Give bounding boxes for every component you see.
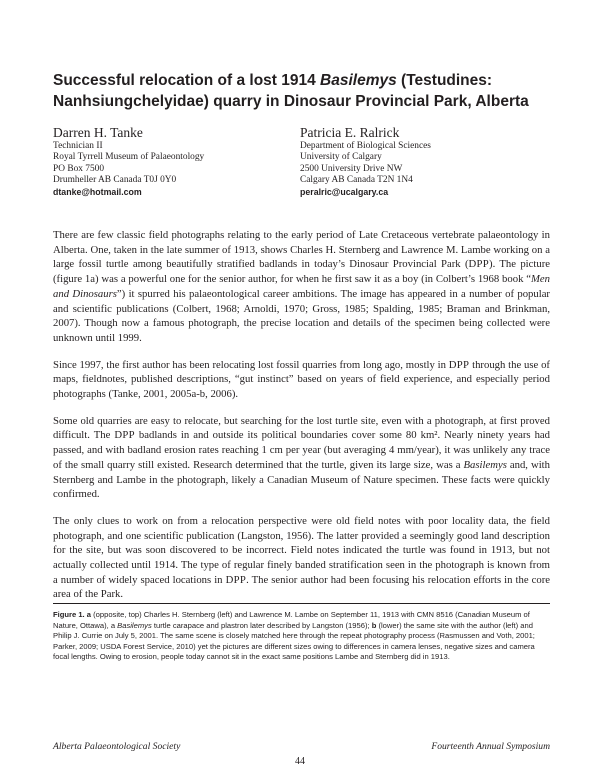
author-affiliation-line: PO Box 7500	[53, 163, 105, 174]
dpp-abbr: DPP	[468, 258, 490, 271]
dpp-abbr: DPP	[448, 358, 470, 371]
paragraph-2: Since 1997, the first author has been relocating lost fossil quarries from long ago, mostly in DPP through the use of maps, fieldnotes, published descriptions, “gut instinct” based on years of field experience, and especially period photographs (Tanke, 2001, 2005a-b, 2006).	[53, 358, 550, 401]
footer-society: Alberta Palaeontological Society	[53, 741, 181, 752]
dpp-abbr: DPP	[114, 429, 135, 442]
caption-panel-b-label: b	[371, 620, 377, 630]
caption-genus: Basilemys	[117, 620, 152, 630]
paper-title: Successful relocation of a lost 1914 Basilemys (Testudines: Nanhsiungchelyidae) quarry in Dinosaur Provincial Park, Alberta	[53, 72, 529, 110]
author-affiliation-line: 2500 University Drive NW	[300, 163, 403, 174]
author-block-tanke	[53, 124, 283, 198]
author-affiliation-line: Technician II	[53, 141, 103, 151]
paragraph-3: Some old quarries are easy to relocate, but searching for the lost turtle site, even with a photograph, at first proved difficult. The DPP badlands in and outside its political boundaries cover some 80 km². Nearly ninety years had passed, and with badland erosion rates reaching 1 cm per year (but averaging 4 mm/year), it was unlikely any trace of the small quarry still existed. Research determined that the turtle, given its large size, was a Basilemys and, with Sternberg and Lambe in the photograph, likely a Canadian Museum of Nature specimen. These facts were quickly confirmed.	[53, 414, 551, 501]
dpp-abbr: DPP	[225, 573, 247, 586]
caption-panel-a-label: a	[86, 610, 92, 619]
figure-caption: Figure 1. a (opposite, top) Charles H. Sternberg (left) and Lawrence M. Lambe on September 11, 1913 with CMN 8516 (Canadian Museum of Nature, Ottawa), a Basilemys turtle carapace and plastron later described by Langston (1956); b (lower) the same site with the author (left) and Philip J. Currie on July 5, 2001. The same scene is closely matched here through the repeat photography process (Rasmussen and Voth, 2001; Parker, 2009; USDA Forest Service, 2010) yet the pictures are different sizes owing to differences in camera lenses, negative sizes and camera focal lengths. Owing to erosion, people today cannot sit in the exact same positions Lambe and Sternberg did in 1913.	[53, 603, 550, 663]
book-title: Men and Dinosaurs	[53, 273, 550, 300]
author-affiliation-line: Calgary AB Canada T2N 1N4	[300, 175, 413, 186]
author-name: Darren H. Tanke	[53, 125, 143, 140]
author-block-ralrick	[300, 124, 560, 198]
page-number: 44	[295, 756, 305, 767]
author-email[interactable]: peralric@ucalgary.ca	[300, 186, 389, 197]
author-affiliation-line: Drumheller AB Canada T0J 0Y0	[53, 175, 177, 186]
footer-symposium: Fourteenth Annual Symposium	[431, 741, 550, 752]
author-affiliation-line: Royal Tyrrell Museum of Palaeontology	[53, 152, 205, 163]
caption-label: Figure 1.	[53, 610, 85, 619]
paragraph-1: There are few classic field photographs relating to the early period of Late Cretaceous vertebrate palaeontology in Alberta. One, taken in the late summer of 1913, shows Charles H. Sternberg and Lawrence M. Lambe working on a large fossil turtle among beautifully stratified badlands in today’s Dinosaur Provincial Park (DPP). The picture (figure 1a) was a powerful one for the senior author, for when he first saw it as a boy (in Colbert’s 1968 book “Men and Dinosaurs”) it spurred his palaeontological career ambitions. The image has appeared in a number of popular and scientific publications (Colbert, 1968; Arnoldi, 1970; Gross, 1985; Spalding, 1985; Braman and Brinkman, 2007). Though now a famous photograph, the precise location and details of the specimen being collected were unknown until 1999.	[53, 229, 551, 344]
title-genus: Basilemys	[320, 72, 397, 89]
body-text	[53, 228, 550, 614]
author-name: Patricia E. Ralrick	[300, 125, 400, 140]
author-affiliation-line: Department of Biological Sciences	[300, 141, 431, 151]
author-email[interactable]: dtanke@hotmail.com	[53, 186, 142, 197]
paragraph-4: The only clues to work on from a relocation perspective were old field notes with poor locality data, the field photograph, and one scientific publication (Langston, 1956). The latter provided a seemingly good land description for the site, but was soon discovered to be incorrect. Field notes indicated the turtle was found in 1913, but not actually collected until 1914. The type of regular finely banded stratification seen in the photograph is known from a number of widely spaced locations in DPP. The senior author had been focusing his relocation efforts in the core area of the Park.	[53, 514, 551, 601]
genus-name: Basilemys	[463, 458, 507, 471]
author-affiliation-line: University of Calgary	[300, 152, 382, 163]
